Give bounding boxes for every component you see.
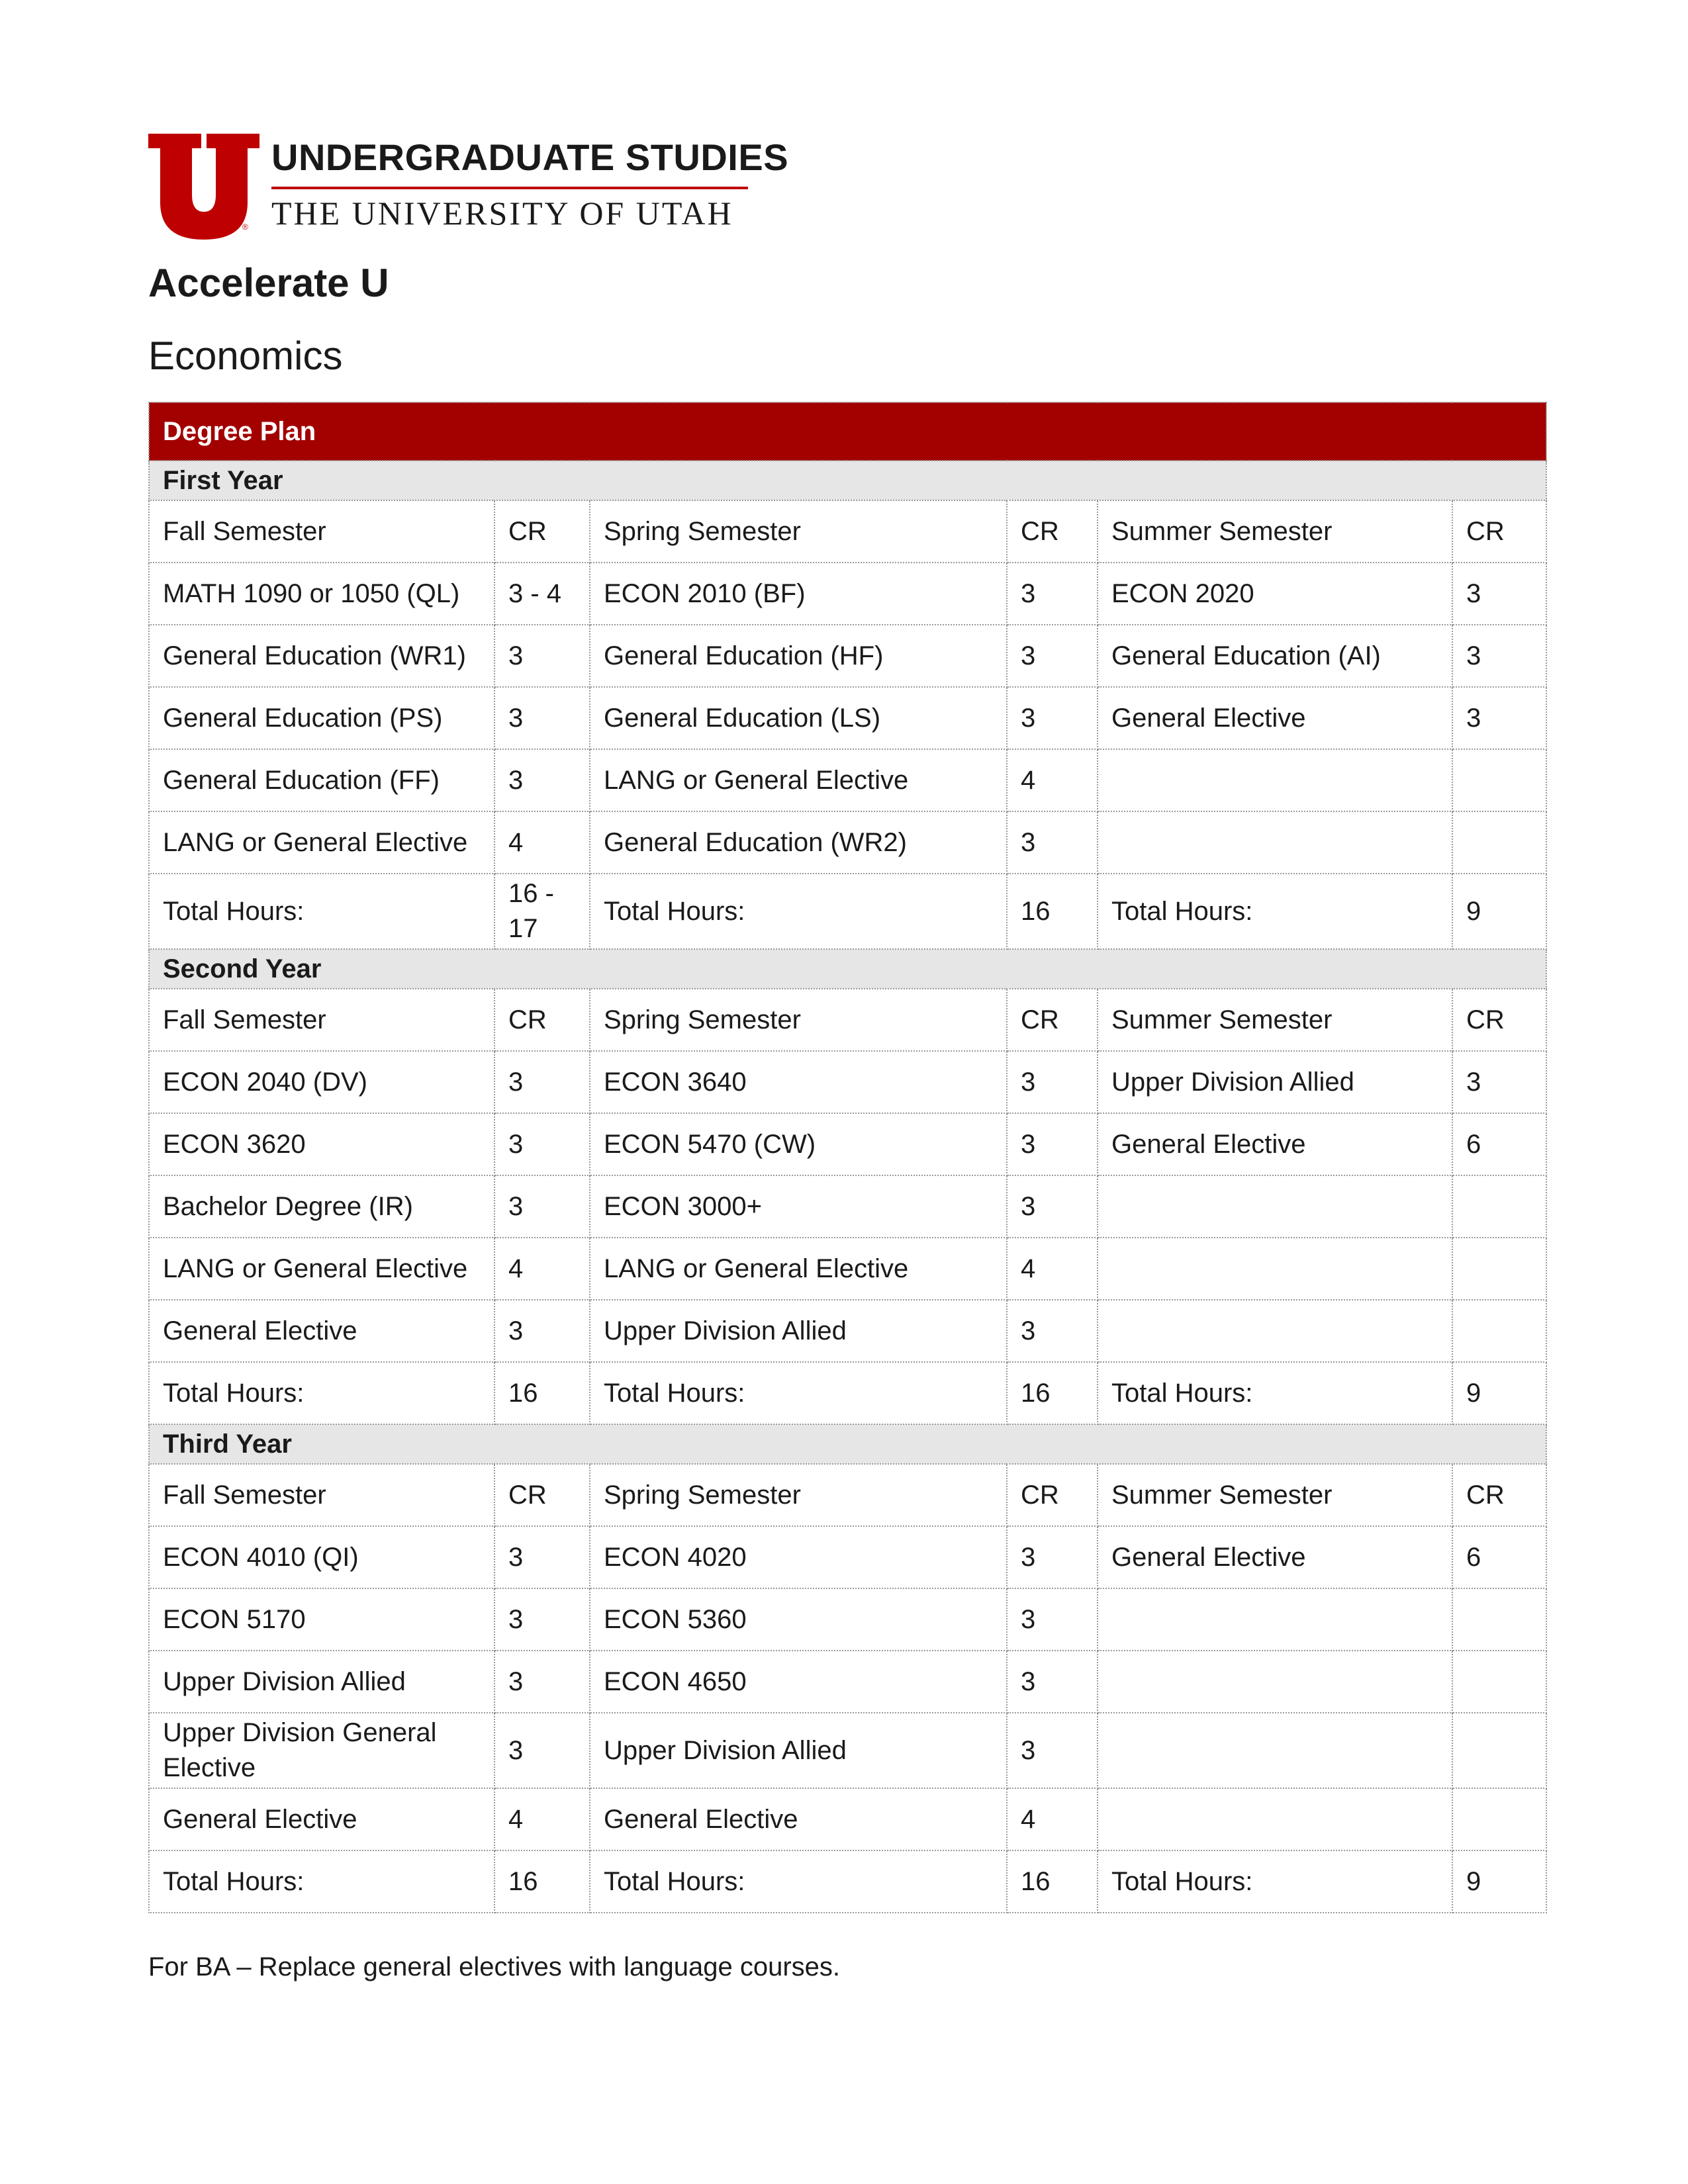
- credit-cell: 3: [1007, 1113, 1098, 1175]
- course-cell: Fall Semester: [149, 500, 494, 563]
- course-cell: Summer Semester: [1098, 500, 1452, 563]
- course-row: [149, 1238, 1546, 1300]
- course-cell: ECON 3000+: [590, 1175, 1007, 1238]
- credit-cell: 9: [1452, 874, 1546, 949]
- credit-cell: [1452, 1651, 1546, 1713]
- credit-cell: 3: [1007, 1051, 1098, 1113]
- course-cell: ECON 2040 (DV): [149, 1051, 494, 1113]
- course-row: [149, 811, 1546, 874]
- credit-cell: 3: [494, 625, 590, 687]
- credit-cell: 3: [494, 1175, 590, 1238]
- course-cell: ECON 3620: [149, 1113, 494, 1175]
- credit-cell: CR: [494, 500, 590, 563]
- year-header-row: [149, 1424, 1546, 1464]
- credit-cell: [1452, 749, 1546, 811]
- course-cell: MATH 1090 or 1050 (QL): [149, 563, 494, 625]
- credit-cell: 16: [494, 1850, 590, 1913]
- course-cell: Total Hours:: [1098, 1362, 1452, 1424]
- logo-title: UNDERGRADUATE STUDIES: [271, 136, 789, 178]
- credit-cell: 3: [1007, 1175, 1098, 1238]
- course-cell: [1098, 811, 1452, 874]
- course-cell: ECON 4650: [590, 1651, 1007, 1713]
- course-row: [149, 1300, 1546, 1362]
- logo-divider: [271, 187, 748, 189]
- course-cell: Total Hours:: [590, 1850, 1007, 1913]
- credit-cell: 6: [1452, 1113, 1546, 1175]
- registered-mark: ®: [242, 222, 248, 232]
- credit-cell: 3: [494, 749, 590, 811]
- course-cell: Upper Division General Elective: [149, 1713, 494, 1788]
- credit-cell: 16: [1007, 874, 1098, 949]
- course-row: [149, 1113, 1546, 1175]
- credit-cell: CR: [494, 1464, 590, 1526]
- credit-cell: 4: [1007, 1238, 1098, 1300]
- year-label: Third Year: [149, 1424, 1546, 1464]
- credit-cell: [1452, 1238, 1546, 1300]
- degree-plan-title: Degree Plan: [149, 402, 1546, 461]
- course-cell: General Elective: [1098, 687, 1452, 749]
- course-cell: [1098, 749, 1452, 811]
- course-cell: LANG or General Elective: [590, 1238, 1007, 1300]
- degree-plan-table: [148, 402, 1547, 1913]
- credit-cell: [1452, 1713, 1546, 1788]
- total-hours-row: [149, 1362, 1546, 1424]
- course-cell: Upper Division Allied: [1098, 1051, 1452, 1113]
- credit-cell: 3: [1007, 1526, 1098, 1588]
- course-cell: Upper Division Allied: [590, 1713, 1007, 1788]
- course-cell: General Education (LS): [590, 687, 1007, 749]
- footnote: For BA – Replace general electives with language courses.: [148, 1952, 841, 1981]
- course-cell: ECON 5170: [149, 1588, 494, 1651]
- course-cell: Fall Semester: [149, 989, 494, 1051]
- logo-subtitle: THE UNIVERSITY OF UTAH: [271, 195, 733, 232]
- credit-cell: 3: [1007, 811, 1098, 874]
- year-label: Second Year: [149, 949, 1546, 989]
- course-cell: General Elective: [590, 1788, 1007, 1850]
- course-cell: Spring Semester: [590, 989, 1007, 1051]
- course-cell: ECON 2010 (BF): [590, 563, 1007, 625]
- course-row: [149, 1175, 1546, 1238]
- course-row: [149, 1526, 1546, 1588]
- program-name: Economics: [148, 334, 343, 378]
- credit-cell: 16: [494, 1362, 590, 1424]
- semester-header-row: [149, 500, 1546, 563]
- credit-cell: 3: [1007, 687, 1098, 749]
- credit-cell: [1452, 811, 1546, 874]
- course-cell: Total Hours:: [590, 874, 1007, 949]
- course-cell: General Elective: [149, 1788, 494, 1850]
- credit-cell: CR: [1007, 1464, 1098, 1526]
- course-cell: Upper Division Allied: [590, 1300, 1007, 1362]
- course-cell: General Education (PS): [149, 687, 494, 749]
- credit-cell: [1452, 1300, 1546, 1362]
- credit-cell: 16 - 17: [494, 874, 590, 949]
- credit-cell: 16: [1007, 1850, 1098, 1913]
- course-cell: General Education (HF): [590, 625, 1007, 687]
- course-cell: ECON 2020: [1098, 563, 1452, 625]
- credit-cell: 16: [1007, 1362, 1098, 1424]
- credit-cell: 3: [494, 1113, 590, 1175]
- course-cell: Bachelor Degree (IR): [149, 1175, 494, 1238]
- credit-cell: 3: [494, 1713, 590, 1788]
- credit-cell: 4: [494, 1788, 590, 1850]
- credit-cell: 3: [1007, 625, 1098, 687]
- course-row: [149, 1051, 1546, 1113]
- course-cell: General Elective: [149, 1300, 494, 1362]
- credit-cell: 4: [1007, 1788, 1098, 1850]
- course-cell: General Elective: [1098, 1113, 1452, 1175]
- course-cell: LANG or General Elective: [149, 1238, 494, 1300]
- semester-header-row: [149, 1464, 1546, 1526]
- course-row: [149, 1651, 1546, 1713]
- course-cell: Spring Semester: [590, 500, 1007, 563]
- credit-cell: [1452, 1588, 1546, 1651]
- course-cell: [1098, 1788, 1452, 1850]
- course-row: [149, 1713, 1546, 1788]
- credit-cell: 3: [494, 687, 590, 749]
- credit-cell: 3: [1452, 563, 1546, 625]
- course-row: [149, 749, 1546, 811]
- course-cell: [1098, 1300, 1452, 1362]
- credit-cell: CR: [1007, 500, 1098, 563]
- course-cell: Upper Division Allied: [149, 1651, 494, 1713]
- credit-cell: 3: [494, 1651, 590, 1713]
- course-cell: Total Hours:: [149, 1850, 494, 1913]
- year-label: First Year: [149, 461, 1546, 500]
- course-cell: General Education (WR1): [149, 625, 494, 687]
- year-header-row: [149, 949, 1546, 989]
- course-row: [149, 1588, 1546, 1651]
- credit-cell: 3: [494, 1588, 590, 1651]
- semester-header-row: [149, 989, 1546, 1051]
- total-hours-row: [149, 1850, 1546, 1913]
- course-cell: LANG or General Elective: [590, 749, 1007, 811]
- credit-cell: [1452, 1175, 1546, 1238]
- credit-cell: 4: [494, 1238, 590, 1300]
- course-cell: [1098, 1175, 1452, 1238]
- credit-cell: 9: [1452, 1850, 1546, 1913]
- course-cell: LANG or General Elective: [149, 811, 494, 874]
- course-row: [149, 563, 1546, 625]
- course-cell: ECON 4020: [590, 1526, 1007, 1588]
- credit-cell: 3: [1007, 1651, 1098, 1713]
- course-cell: [1098, 1238, 1452, 1300]
- credit-cell: 4: [1007, 749, 1098, 811]
- course-cell: ECON 5360: [590, 1588, 1007, 1651]
- course-cell: General Education (WR2): [590, 811, 1007, 874]
- course-cell: Total Hours:: [149, 874, 494, 949]
- total-hours-row: [149, 874, 1546, 949]
- course-row: [149, 687, 1546, 749]
- credit-cell: 3: [1007, 1588, 1098, 1651]
- credit-cell: 3: [1452, 625, 1546, 687]
- course-cell: Fall Semester: [149, 1464, 494, 1526]
- course-cell: Total Hours:: [1098, 1850, 1452, 1913]
- course-cell: ECON 3640: [590, 1051, 1007, 1113]
- course-cell: ECON 5470 (CW): [590, 1113, 1007, 1175]
- course-row: [149, 625, 1546, 687]
- credit-cell: CR: [1452, 500, 1546, 563]
- course-cell: General Education (AI): [1098, 625, 1452, 687]
- credit-cell: 4: [494, 811, 590, 874]
- course-cell: Total Hours:: [590, 1362, 1007, 1424]
- course-cell: Spring Semester: [590, 1464, 1007, 1526]
- credit-cell: 6: [1452, 1526, 1546, 1588]
- course-cell: [1098, 1713, 1452, 1788]
- credit-cell: CR: [1007, 989, 1098, 1051]
- credit-cell: CR: [494, 989, 590, 1051]
- course-cell: Summer Semester: [1098, 989, 1452, 1051]
- course-cell: General Elective: [1098, 1526, 1452, 1588]
- credit-cell: CR: [1452, 1464, 1546, 1526]
- course-cell: Summer Semester: [1098, 1464, 1452, 1526]
- degree-plan-header: [149, 402, 1546, 461]
- credit-cell: 9: [1452, 1362, 1546, 1424]
- credit-cell: 3: [1007, 1300, 1098, 1362]
- credit-cell: 3: [1007, 563, 1098, 625]
- credit-cell: 3: [1452, 687, 1546, 749]
- credit-cell: 3: [494, 1051, 590, 1113]
- page-title: Accelerate U: [148, 261, 389, 305]
- credit-cell: [1452, 1788, 1546, 1850]
- course-cell: General Education (FF): [149, 749, 494, 811]
- credit-cell: 3: [494, 1526, 590, 1588]
- credit-cell: 3: [1007, 1713, 1098, 1788]
- course-cell: [1098, 1588, 1452, 1651]
- course-cell: Total Hours:: [149, 1362, 494, 1424]
- university-logo: [148, 134, 789, 240]
- course-cell: ECON 4010 (QI): [149, 1526, 494, 1588]
- credit-cell: CR: [1452, 989, 1546, 1051]
- credit-cell: 3: [1452, 1051, 1546, 1113]
- course-cell: Total Hours:: [1098, 874, 1452, 949]
- year-header-row: [149, 461, 1546, 500]
- course-row: [149, 1788, 1546, 1850]
- course-cell: [1098, 1651, 1452, 1713]
- credit-cell: 3 - 4: [494, 563, 590, 625]
- credit-cell: 3: [494, 1300, 590, 1362]
